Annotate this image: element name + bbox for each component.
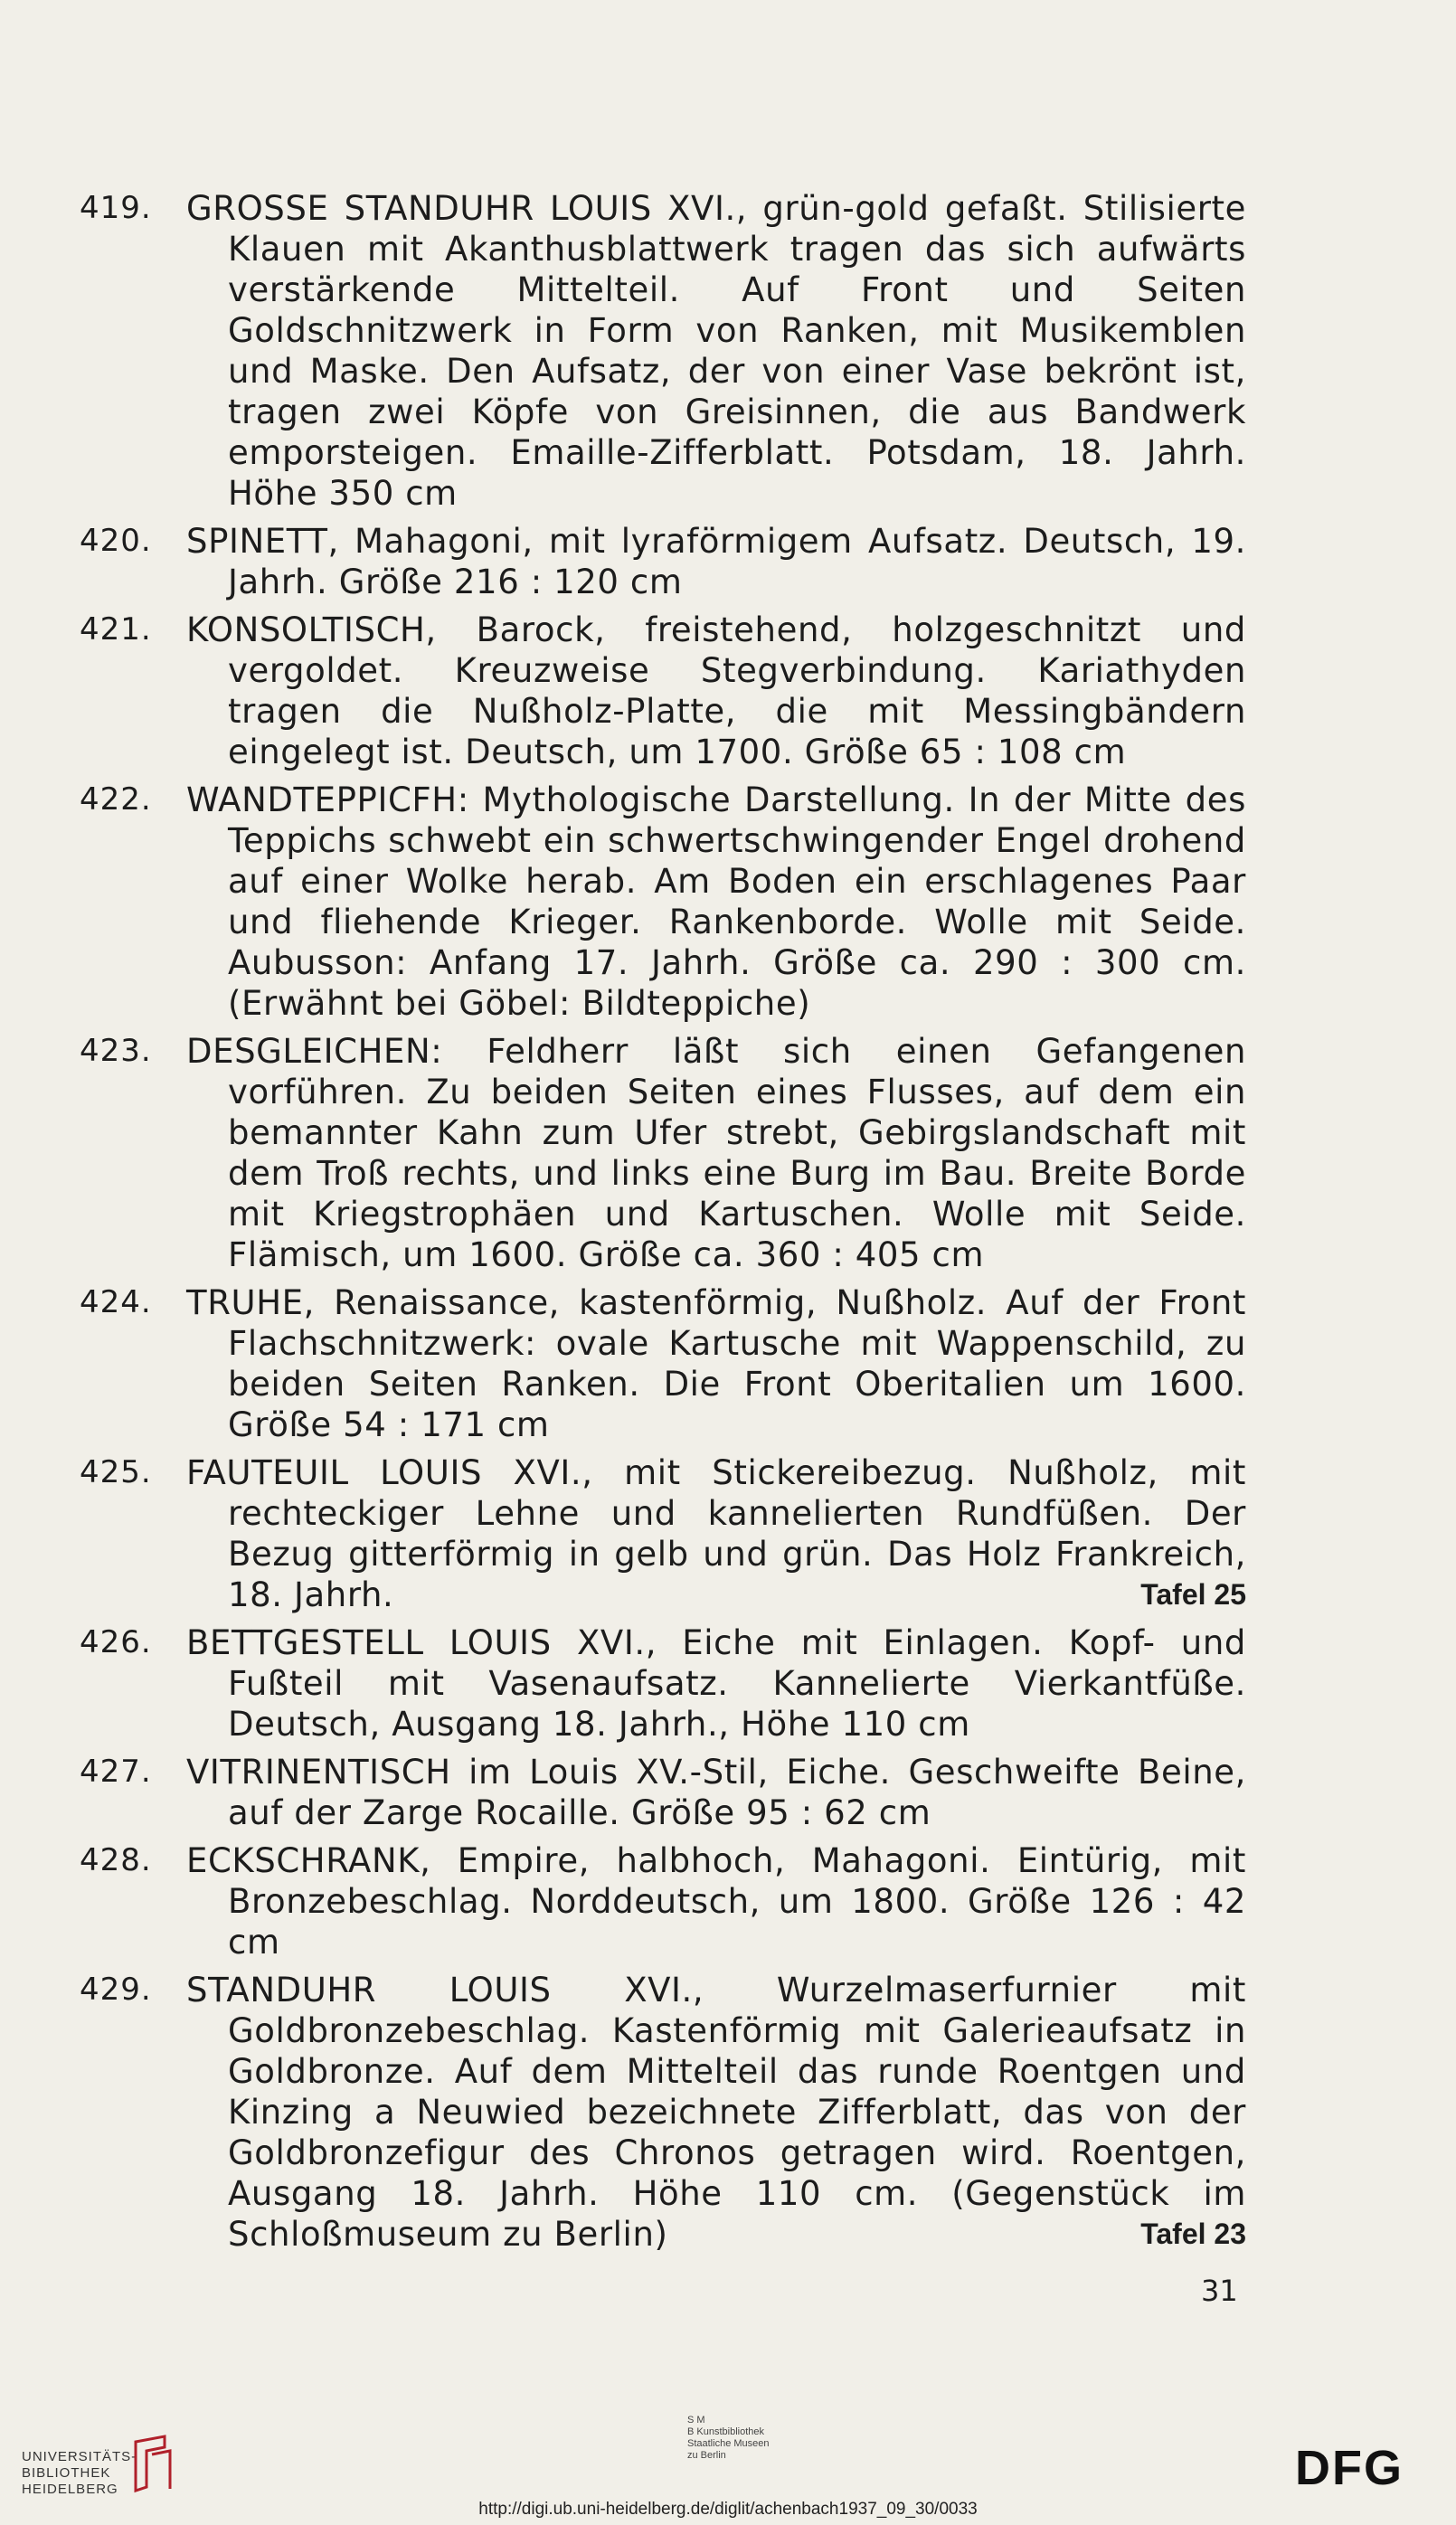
entry-number: 427. — [80, 1754, 152, 1790]
page-number: 31 — [1201, 2274, 1238, 2308]
entry-description: STANDUHR LOUIS XVI., Wurzelmaserfurnier mit Goldbronzebeschlag. Kastenförmig mit Galerieaufsatz in Goldbronze. Auf dem Mittelteil das runde Roentgen und Kinzing a Neuwied bezeichnete Zifferblatt, das von der Goldbronzefigur des Chronos getragen wird. Roentgen, Ausgang 18. Jahrh. Höhe 110 cm. (Gegenstück im Schloßmuseum zu Berlin) — [186, 1971, 1246, 2254]
entry-text: WANDTEPPICFH: Mythologische Darstellung. In der Mitte des Teppichs schwebt ein schwertschwingender Engel drohend auf einer Wolke herab. Am Boden ein erschlagenes Paar und fliehende Krieger. Rankenborde. Wolle mit Seide. Aubusson: Anfang 17. Jahrh. Größe ca. 290 : 300 cm. (Erwähnt bei Göbel: Bildteppiche) — [186, 780, 1246, 1023]
dfg-logo: DFG — [1295, 2441, 1404, 2495]
plate-reference: Tafel 25 — [1140, 1578, 1246, 1611]
museum-credit: S M B Kunstbibliothek Staatliche Museen zu Berlin — [687, 2415, 770, 2461]
entry-text: BETTGESTELL LOUIS XVI., Eiche mit Einlagen. Kopf- und Fußteil mit Vasenaufsatz. Kannelierte Vierkantfüße. Deutsch, Ausgang 18. Jahrh., Höhe 110 cm — [186, 1623, 1246, 1744]
catalog-entry — [80, 1031, 1246, 1275]
plate-reference: Tafel 23 — [1140, 2218, 1246, 2250]
entry-text: VITRINENTISCH im Louis XV.-Stil, Eiche. Geschweifte Beine, auf der Zarge Rocaille. Größe 95 : 62 cm — [186, 1753, 1246, 1832]
entry-number: 428. — [80, 1842, 152, 1878]
entry-number: 422. — [80, 781, 152, 818]
entry-text: DESGLEICHEN: Feldherr läßt sich einen Gefangenen vorführen. Zu beiden Seiten eines Flusses, auf dem ein bemannter Kahn zum Ufer strebt, Gebirgslandschaft mit dem Troß rechts, und links eine Burg im Bau. Breite Borde mit Kriegstrophäen und Kartuschen. Wolle mit Seide. Flämisch, um 1600. Größe ca. 360 : 405 cm — [186, 1032, 1246, 1274]
entry-text: SPINETT, Mahagoni, mit lyraförmigem Aufsatz. Deutsch, 19. Jahrh. Größe 216 : 120 cm — [186, 522, 1246, 601]
entry-number: 425. — [80, 1454, 152, 1490]
entry-text: TRUHE, Renaissance, kastenförmig, Nußholz. Auf der Front Flachschnitzwerk: ovale Kartusche mit Wappenschild, zu beiden Seiten Ranken. Die Front Oberitalien um 1600. Größe 54 : 171 cm — [186, 1283, 1246, 1444]
entry-text: KONSOLTISCH, Barock, freistehend, holzgeschnitzt und vergoldet. Kreuzweise Stegverbindung. Kariathyden tragen die Nußholz-Platte, die mit Messingbändern eingelegt ist. Deutsch, um 1700. Größe 65 : 108 cm — [186, 610, 1246, 771]
catalog-entry — [80, 780, 1246, 1024]
entry-description: FAUTEUIL LOUIS XVI., mit Stickereibezug. Nußholz, mit rechteckiger Lehne und kannelierten Rundfüßen. Der Bezug gitterförmig in gelb und grün. Das Holz Frankreich, 18. Jahrh. — [186, 1453, 1246, 1614]
entry-number: 424. — [80, 1284, 152, 1320]
catalog-entry — [80, 1622, 1246, 1745]
digitization-footer — [0, 2388, 1456, 2525]
entry-number: 423. — [80, 1033, 152, 1069]
catalog-entry — [80, 1282, 1246, 1445]
permalink[interactable]: http://digi.ub.uni-heidelberg.de/diglit/achenbach1937_09_30/0033 — [478, 2500, 978, 2519]
entry-number: 420. — [80, 523, 152, 559]
entry-number: 419. — [80, 190, 152, 226]
entry-number: 421. — [80, 611, 152, 648]
catalog-entry — [80, 1452, 1246, 1615]
entry-text: ECKSCHRANK, Empire, halbhoch, Mahagoni. Eintürig, mit Bronzebeschlag. Norddeutsch, um 1800. Größe 126 : 42 cm — [186, 1841, 1246, 1962]
entry-number: 426. — [80, 1624, 152, 1660]
entry-text: GROSSE STANDUHR LOUIS XVI., grün-gold gefaßt. Stilisierte Klauen mit Akanthusblattwerk tragen das sich aufwärts verstärkende Mittelteil. Auf Front und Seiten Goldschnitzwerk in Form von Ranken, mit Musikemblen und Maske. Den Aufsatz, der von einer Vase bekrönt ist, tragen zwei Köpfe von Greisinnen, die aus Bandwerk emporsteigen. Emaille-Zifferblatt. Potsdam, 18. Jahrh. Höhe 350 cm — [186, 189, 1246, 513]
entry-text — [186, 1452, 1246, 1615]
catalog-entry — [80, 610, 1246, 772]
library-logo-icon — [128, 2433, 175, 2496]
library-name: UNIVERSITÄTS- BIBLIOTHEK HEIDELBERG — [22, 2449, 137, 2497]
catalog-entry — [80, 521, 1246, 602]
catalog-entry — [80, 1970, 1246, 2255]
catalog-entry — [80, 1840, 1246, 1962]
catalog-entry — [80, 1752, 1246, 1833]
entry-text — [186, 1970, 1246, 2255]
catalog-entries — [80, 188, 1246, 2262]
catalog-entry — [80, 188, 1246, 514]
entry-number: 429. — [80, 1972, 152, 2008]
